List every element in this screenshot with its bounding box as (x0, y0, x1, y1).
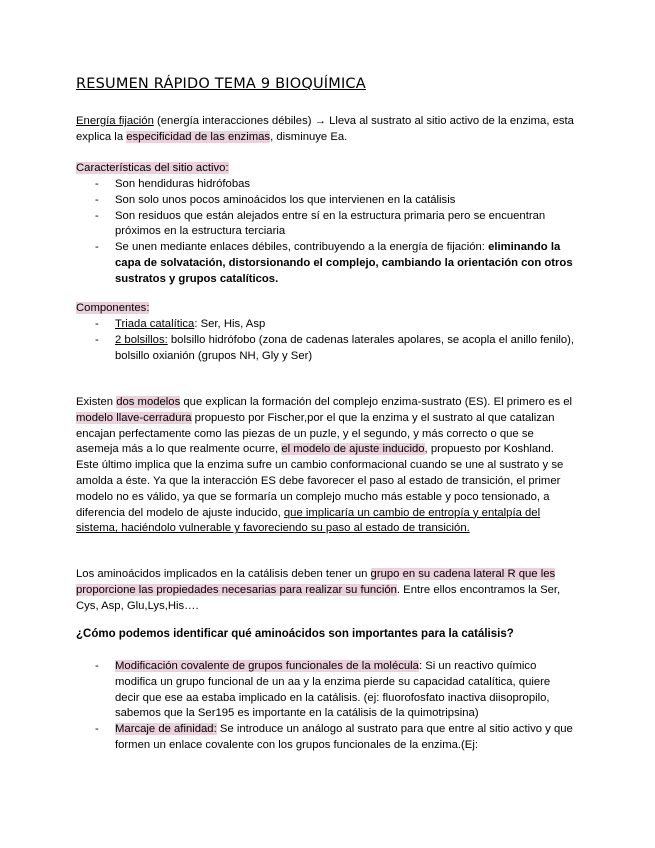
highlight-ajuste-inducido: el modelo de ajuste inducido (281, 443, 425, 456)
list-item: - 2 bolsillos: bolsillo hidrófobo (zona de cadenas laterales apolares, se acopla el anillo fenilo), bolsillo oxianión (grupos NH, Gly y Ser) (95, 333, 575, 362)
componentes-heading: Componentes: (76, 302, 150, 314)
highlight-llave-cerradura: modelo llave-cerradura (76, 411, 192, 424)
section-question: ¿Cómo podemos identificar qué aminoácidos son importantes para la catálisis? (76, 628, 514, 640)
highlight-dos-modelos: dos modelos (116, 396, 181, 408)
list-item: - Modificación covalente de grupos funcionales de la molécula: Si un reactivo químico modifica un grupo funcional de un aa y la enzima pierde su capacidad catalítica, quiere decir que ese aa estaba implicado en la catálisis. (ej: fluorofosfato inactiva diisopropilo, sabemos que la Ser195 es importante en la catálisis de la quimotripsina) (95, 660, 551, 720)
componentes-list (76, 317, 576, 364)
page-title: RESUMEN RÁPIDO TEMA 9 BIOQUÍMICA (76, 76, 366, 92)
list-item: - Son residuos que están alejados entre sí en la estructura primaria pero se encuentran próximos en la estructura terciaria (95, 209, 546, 238)
list-item: - Son solo unos pocos aminoácidos los que intervienen en la catálisis (95, 193, 456, 206)
list-item: - Marcaje de afinidad: Se introduce un análogo al sustrato para que entre al sitio activo y que formen un enlace covalente con los grupos funcionales de la enzima.(Ej: (95, 723, 573, 751)
caracteristicas-heading: Características del sitio activo: (76, 162, 229, 174)
metodos-list (76, 659, 576, 754)
highlight-especificidad: especificidad de las enzimas (126, 130, 271, 143)
modelos-paragraph: Existen dos modelos que explican la formación del complejo enzima-sustrato (ES). El primero es el modelo llave-cerradura propuesto por Fischer,por el que la enzima y el sustrato al que catalizan encajan perfectamente como las piezas de un puzle, y el segundo, y más correcto o que se asemeja más a lo que realmente ocurre, el modelo de ajuste inducido, propuesto por Koshland. Este último implica que la enzima sufre un cambio conformacional cuando se une al sustrato y se amolda a éste. Ya que la interacción ES debe favorecer el paso al estado de transición, el primer modelo no es válido, ya que se formaría un complejo mucho más estable y poco tensionado, a diferencia del modelo de ajuste inducido, que implicaría un cambio de entropía y entalpía del sistema, haciéndolo vulnerable y favoreciendo su paso al estado de transición. (76, 396, 573, 535)
aminoacidos-paragraph: Los aminoácidos implicados en la catálisis deben tener un grupo en su cadena lateral R que les proporcione las propiedades necesarias para realizar su función. Entre ellos encontramos la Ser, Cys, Asp, Glu,Lys,His…. (76, 568, 561, 612)
energia-paragraph: Energía fijación (energía interacciones débiles) → Lleva al sustrato al sitio activo de la enzima, esta explica la especificidad de las enzimas, disminuye Ea. (76, 115, 574, 143)
highlight-grupo-cadena: grupo en su cadena lateral R que les proporcione las propiedades necesarias para realizar su función (76, 568, 556, 596)
list-item: - Son hendiduras hidrófobas (95, 178, 251, 190)
energia-term: Energía fijación (76, 115, 154, 127)
list-item: - Se unen mediante enlaces débiles, contribuyendo a la energía de fijación: eliminando la capa de solvatación, distorsionando el complejo, cambiando la orientación con otros sustratos y grupos catalíticos. (95, 241, 573, 285)
caracteristicas-list (76, 177, 576, 288)
list-item: - Triada catalítica: Ser, His, Asp (95, 318, 266, 330)
